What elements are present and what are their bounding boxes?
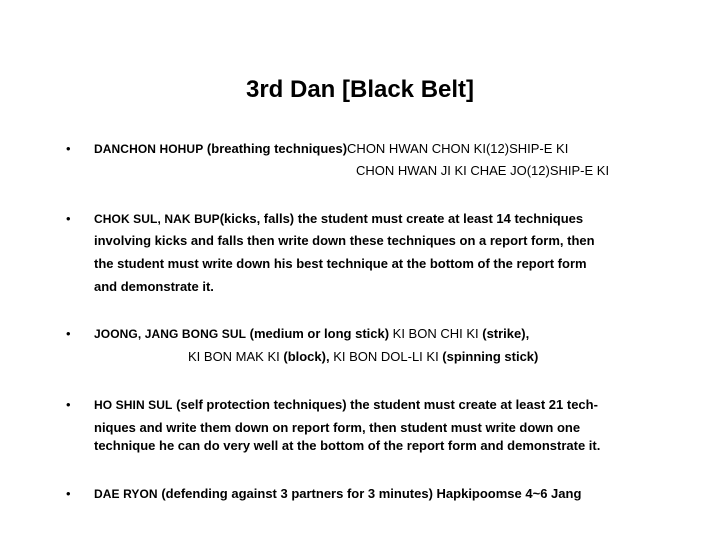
desc: (strike), <box>478 326 530 341</box>
item-3-line-1 <box>94 325 529 343</box>
bullet-1: • <box>66 141 71 156</box>
item-5-line-1 <box>94 485 581 503</box>
technique: CHON HWAN JI KI CHAE JO(12)SHIP-E KI <box>356 163 610 178</box>
technique: CHON HWAN CHON KI(12)SHIP-E KI <box>347 141 569 156</box>
technique: KI BON DOL-LI KI <box>333 349 439 364</box>
desc: (defending against 3 partners for 3 minutes) Hapkipoomse 4~6 Jang <box>157 486 582 501</box>
bullet-3: • <box>66 326 71 341</box>
desc: (spinning stick) <box>438 349 539 364</box>
desc: (block), <box>279 349 334 364</box>
item-4-line-3: technique he can do very well at the bottom of the report form and demonstrate it. <box>94 438 601 453</box>
item-3-line-2 <box>188 348 538 366</box>
desc: (self protection techniques) the student must create at least 21 tech- <box>172 397 598 412</box>
technique: KI BON MAK KI <box>188 349 280 364</box>
term: CHOK SUL, NAK BUP <box>94 212 220 226</box>
item-4-line-1 <box>94 396 598 414</box>
technique: KI BON CHI KI <box>392 326 479 341</box>
desc: (medium or long stick) <box>246 326 393 341</box>
item-4-line-2: niques and write them down on report form, then student must write down one <box>94 420 581 435</box>
term: HO SHIN SUL <box>94 398 173 412</box>
desc: (breathing techniques) <box>203 141 348 156</box>
bullet-4: • <box>66 397 71 412</box>
slide-title: 3rd Dan [Black Belt] <box>245 76 475 103</box>
desc: (kicks, falls) the student must create at least 14 techniques <box>219 211 584 226</box>
item-1-line-1 <box>94 140 568 158</box>
term: DANCHON HOHUP <box>94 142 204 156</box>
item-2-line-3: the student must write down his best technique at the bottom of the report form <box>94 256 587 271</box>
item-2-line-2: involving kicks and falls then write down these techniques on a report form, then <box>94 233 595 248</box>
bullet-2: • <box>66 211 71 226</box>
term: DAE RYON <box>94 487 158 501</box>
bullet-5: • <box>66 486 71 501</box>
item-2-line-4: and demonstrate it. <box>94 279 214 294</box>
item-2-line-1 <box>94 210 583 228</box>
item-1-line-2 <box>356 162 609 180</box>
term: JOONG, JANG BONG SUL <box>94 327 247 341</box>
